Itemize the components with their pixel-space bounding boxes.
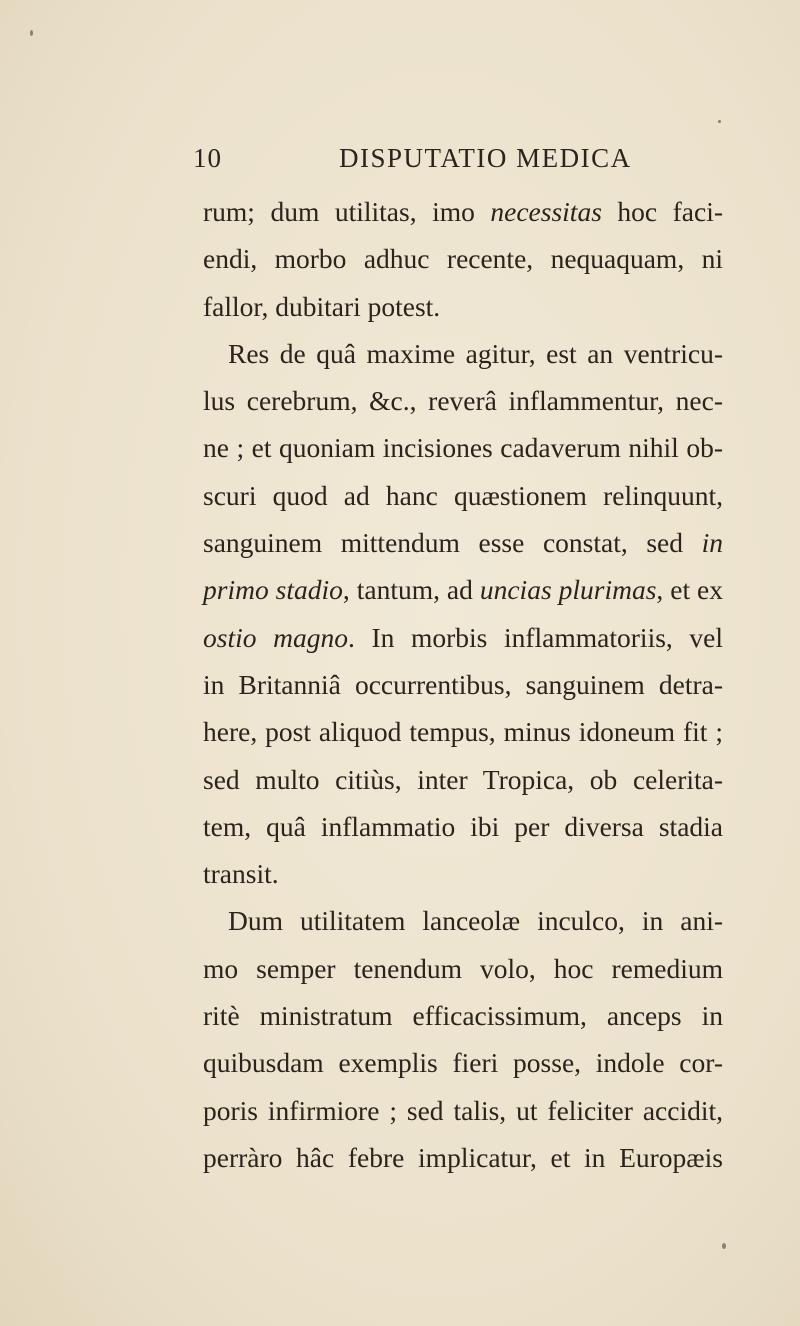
text-line: transit.	[203, 858, 279, 890]
paragraph-start-line: Dum utilitatem lanceolæ inculco, in ani-	[228, 905, 723, 937]
text-line: endi, morbo adhuc recente, nequaquam, ni	[203, 243, 723, 275]
body-text	[203, 188, 723, 1181]
text-line: ritè ministratum efficacissimum, anceps in	[203, 1000, 723, 1032]
ink-speck	[30, 30, 33, 36]
text-line: perràro hâc febre implicatur, et in Europæis	[203, 1141, 723, 1173]
running-head: DISPUTATIO MEDICA	[339, 143, 632, 173]
text-line: ostio magno. In morbis inflammatoriis, vel	[203, 621, 723, 653]
text-line: primo stadio, tantum, ad uncias plurimas, et ex	[203, 574, 723, 606]
ink-speck	[722, 1243, 726, 1249]
page-number: 10	[193, 143, 222, 173]
text-line: ne ; et quoniam incisiones cadaverum nihil ob-	[203, 432, 723, 464]
page-header	[193, 143, 663, 183]
text-line: quibusdam exemplis fieri posse, indole cor-	[203, 1047, 723, 1079]
text-line: in Britanniâ occurrentibus, sanguinem detra-	[203, 668, 723, 700]
text-line: mo semper tenendum volo, hoc remedium	[203, 952, 723, 984]
text-line: scuri quod ad hanc quæstionem relinquunt,	[203, 479, 723, 511]
paragraph-start-line: Res de quâ maxime agitur, est an ventricu-	[228, 337, 723, 369]
text-line: tem, quâ inflammatio ibi per diversa stadia	[203, 810, 723, 842]
text-line: lus cerebrum, &c., reverâ inflammentur, nec-	[203, 385, 723, 417]
text-line: fallor, dubitari potest.	[203, 290, 441, 322]
text-line: sed multo citiùs, inter Tropica, ob celerita-	[203, 763, 723, 795]
text-line: rum; dum utilitas, imo necessitas hoc faci-	[203, 196, 723, 227]
text-line: poris infirmiore ; sed talis, ut feliciter accidit,	[203, 1094, 723, 1126]
text-line: sanguinem mittendum esse constat, sed in	[203, 527, 723, 559]
ink-speck	[718, 120, 721, 123]
text-line: here, post aliquod tempus, minus idoneum fit ;	[203, 716, 723, 748]
